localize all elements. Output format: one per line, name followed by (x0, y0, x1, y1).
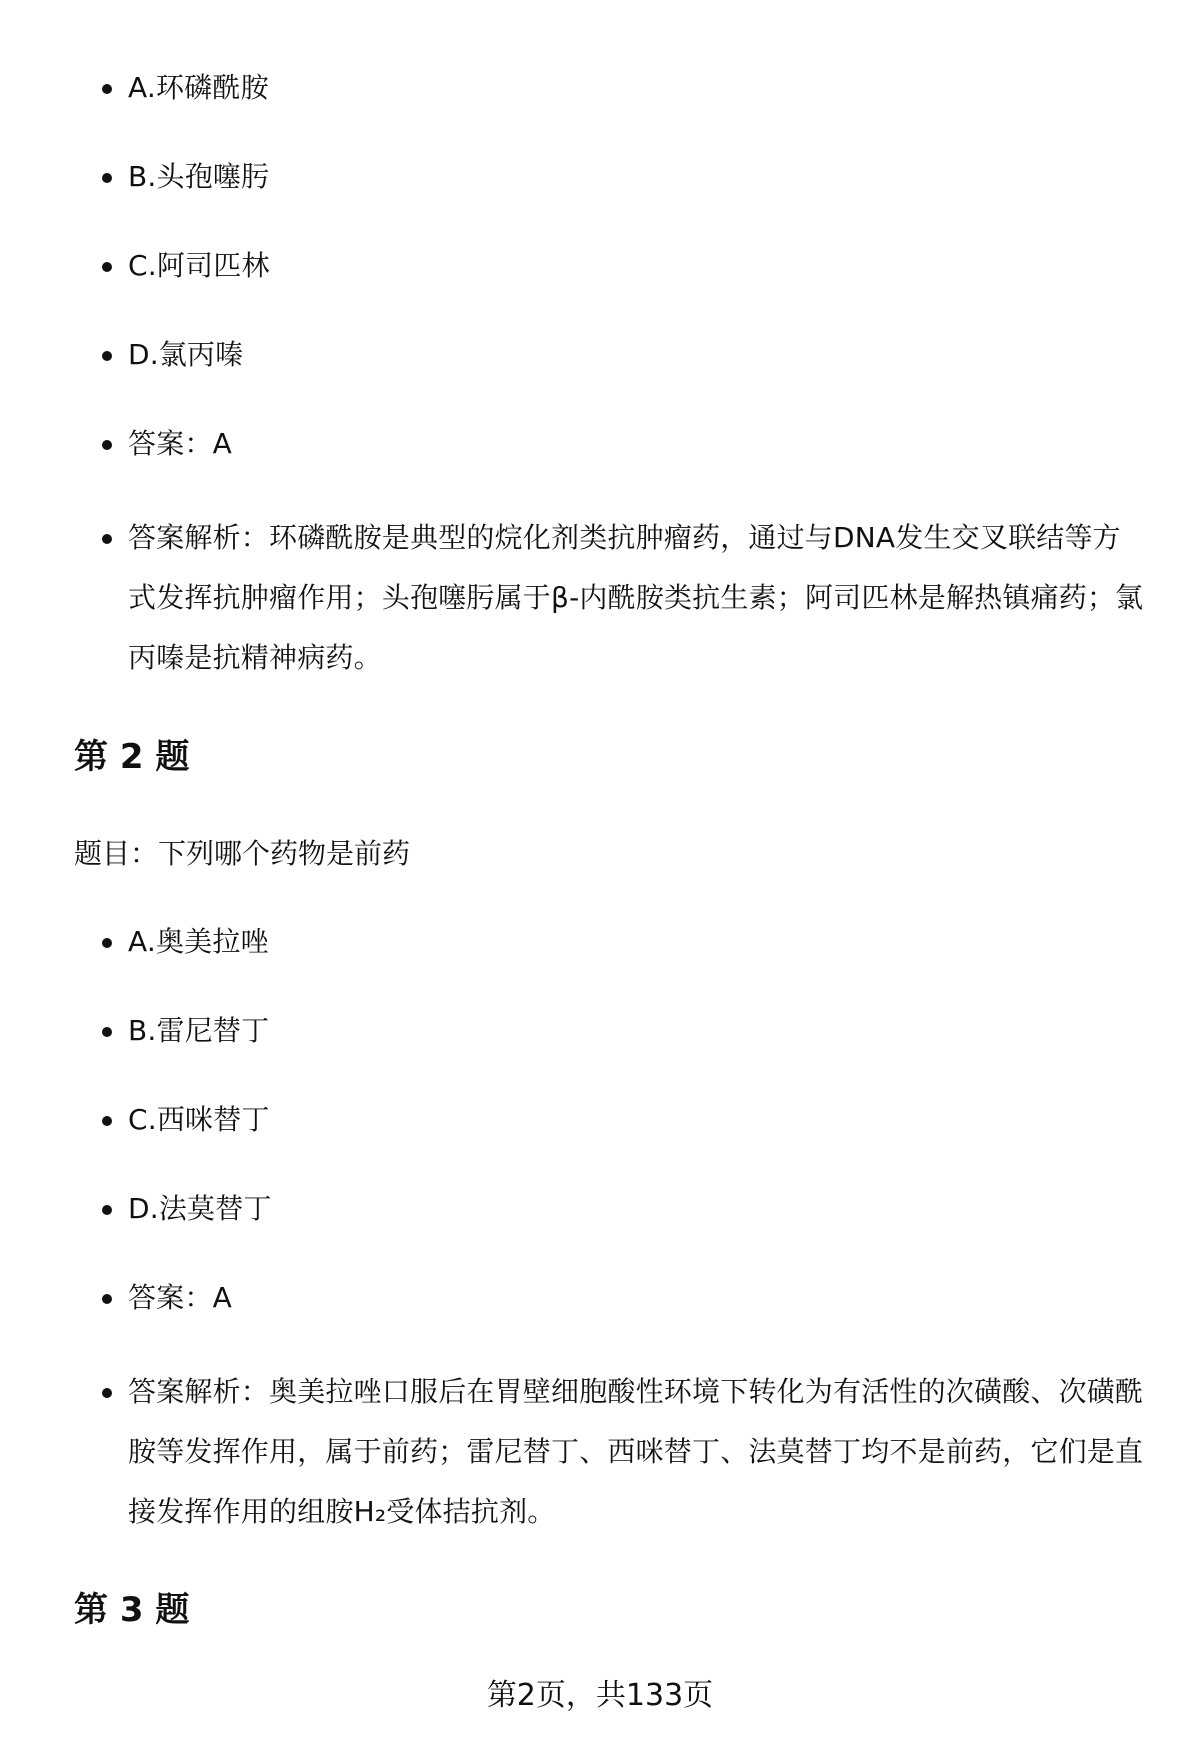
q1-option-d (128, 325, 1148, 385)
q2-stem: 题目：下列哪个药物是前药 (74, 837, 411, 870)
q3-heading: 第 3 题 (74, 1590, 190, 1630)
q1-answer (128, 414, 1148, 474)
q2-option-d (128, 1179, 1148, 1239)
bullet-icon (102, 1116, 112, 1126)
q2-answer-text: 答案：A (128, 1281, 232, 1314)
bullet-icon (102, 534, 112, 544)
q2-option-d-text: D.法莫替丁 (128, 1192, 272, 1225)
q1-option-d-text: D.氯丙嗪 (128, 338, 244, 371)
bullet-icon (102, 1388, 112, 1398)
bullet-icon (102, 262, 112, 272)
bullet-icon (102, 351, 112, 361)
q1-option-a (128, 58, 1148, 118)
bullet-icon (102, 1205, 112, 1215)
q2-option-a (128, 912, 1148, 972)
q2-option-a-text: A.奥美拉唑 (128, 925, 269, 958)
q1-option-c-text: C.阿司匹林 (128, 249, 270, 282)
bullet-icon (102, 173, 112, 183)
q2-heading: 第 2 题 (74, 737, 190, 777)
q1-option-c (128, 236, 1148, 296)
q1-answer-text: 答案：A (128, 427, 232, 460)
q2-option-c-text: C.西咪替丁 (128, 1103, 270, 1136)
q2-analysis-text: 答案解析：奥美拉唑口服后在胃壁细胞酸性环境下转化为有活性的次磺酸、次磺酰胺等发挥作用，属于前药；雷尼替丁、西咪替丁、法莫替丁均不是前药，它们是直接发挥作用的组胺H₂受体拮抗剂。 (128, 1375, 1144, 1528)
q2-option-b-text: B.雷尼替丁 (128, 1014, 270, 1047)
q1-analysis-text: 答案解析：环磷酰胺是典型的烷化剂类抗肿瘤药，通过与DNA发生交叉联结等方式发挥抗肿瘤作用；头孢噻肟属于β-内酰胺类抗生素；阿司匹林是解热镇痛药；氯丙嗪是抗精神病药。 (128, 521, 1144, 674)
page-footer: 第2页，共133页 (486, 1678, 714, 1713)
bullet-icon (102, 938, 112, 948)
bullet-icon (102, 1294, 112, 1304)
q1-option-b-text: B.头孢噻肟 (128, 160, 270, 193)
q2-answer (128, 1268, 1148, 1328)
q2-option-c (128, 1090, 1148, 1150)
q1-analysis (128, 508, 1148, 688)
q2-analysis (128, 1362, 1148, 1542)
q2-option-b (128, 1001, 1148, 1061)
bullet-icon (102, 440, 112, 450)
bullet-icon (102, 1027, 112, 1037)
q1-option-b (128, 147, 1148, 207)
bullet-icon (102, 84, 112, 94)
q1-option-a-text: A.环磷酰胺 (128, 71, 269, 104)
